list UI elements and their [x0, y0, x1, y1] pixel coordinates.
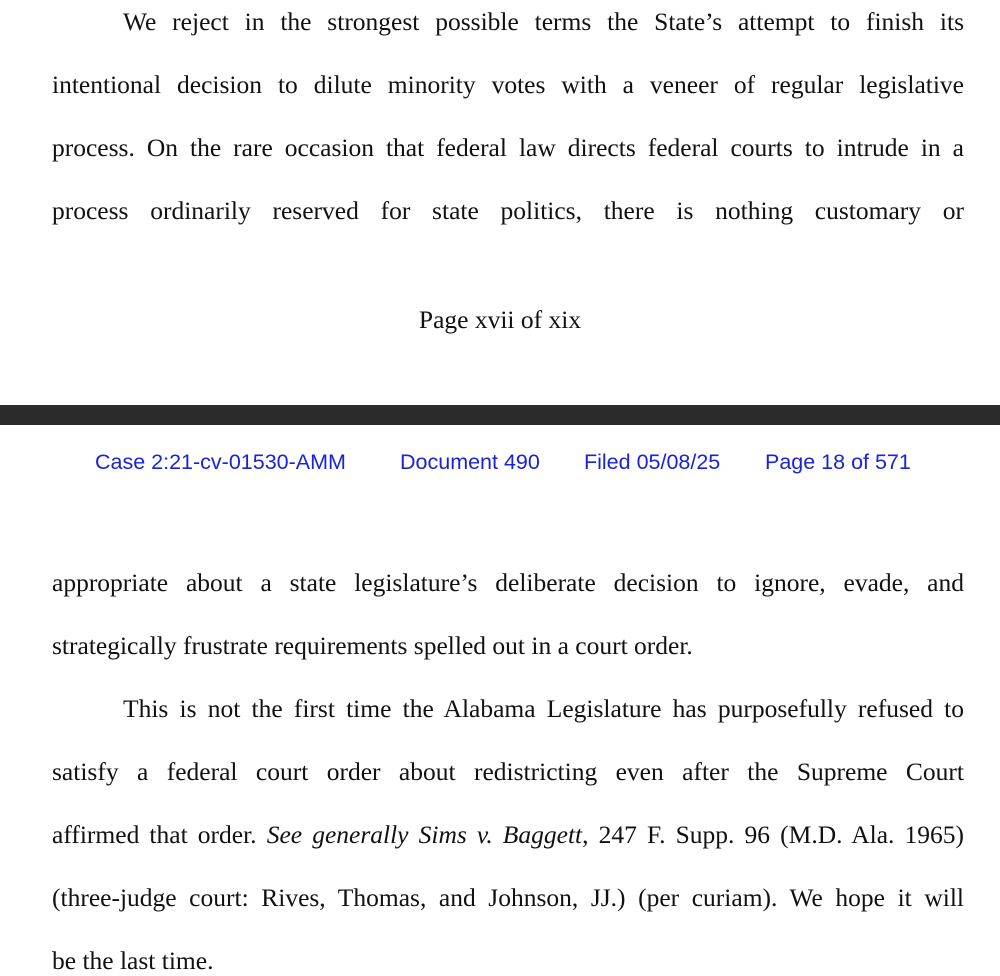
- paragraph-line: be the last time.: [52, 946, 214, 975]
- filed-date: Filed 05/08/25: [584, 450, 721, 474]
- paragraph-line-citation: [52, 820, 964, 850]
- previous-page: [0, 0, 1000, 405]
- paragraph-line: We reject in the strongest possible terms the State’s attempt to finish its: [123, 7, 964, 36]
- paragraph-line: intentional decision to dilute minority votes with a veneer of regular legislative: [52, 70, 964, 99]
- page-number-footer: Page xvii of xix: [418, 305, 582, 334]
- line-text: , 247 F. Supp. 96 (M.D. Ala. 1965): [582, 820, 964, 849]
- paragraph-line: satisfy a federal court order about redistricting even after the Supreme Court: [52, 757, 964, 786]
- line-text: affirmed that order.: [52, 820, 257, 849]
- paragraph-line: strategically frustrate requirements spelled out in a court order.: [52, 631, 693, 660]
- paragraph-line: process. On the rare occasion that federal law directs federal courts to intrude in a: [52, 133, 964, 162]
- paragraph-line: appropriate about a state legislature’s deliberate decision to ignore, evade, and: [52, 568, 964, 597]
- page-count: Page 18 of 571: [765, 450, 911, 474]
- paragraph-line: (three-judge court: Rives, Thomas, and Johnson, JJ.) (per curiam). We hope it will: [52, 883, 964, 912]
- page-separator: [0, 405, 1000, 425]
- paragraph-line: process ordinarily reserved for state politics, there is nothing customary or: [52, 196, 964, 225]
- paragraph-line: This is not the first time the Alabama Legislature has purposefully refused to: [123, 694, 964, 723]
- case-number: Case 2:21-cv-01530-AMM: [95, 450, 346, 474]
- case-header: [0, 448, 1000, 476]
- case-citation: See generally Sims v. Baggett: [266, 820, 583, 849]
- document-number: Document 490: [400, 450, 540, 474]
